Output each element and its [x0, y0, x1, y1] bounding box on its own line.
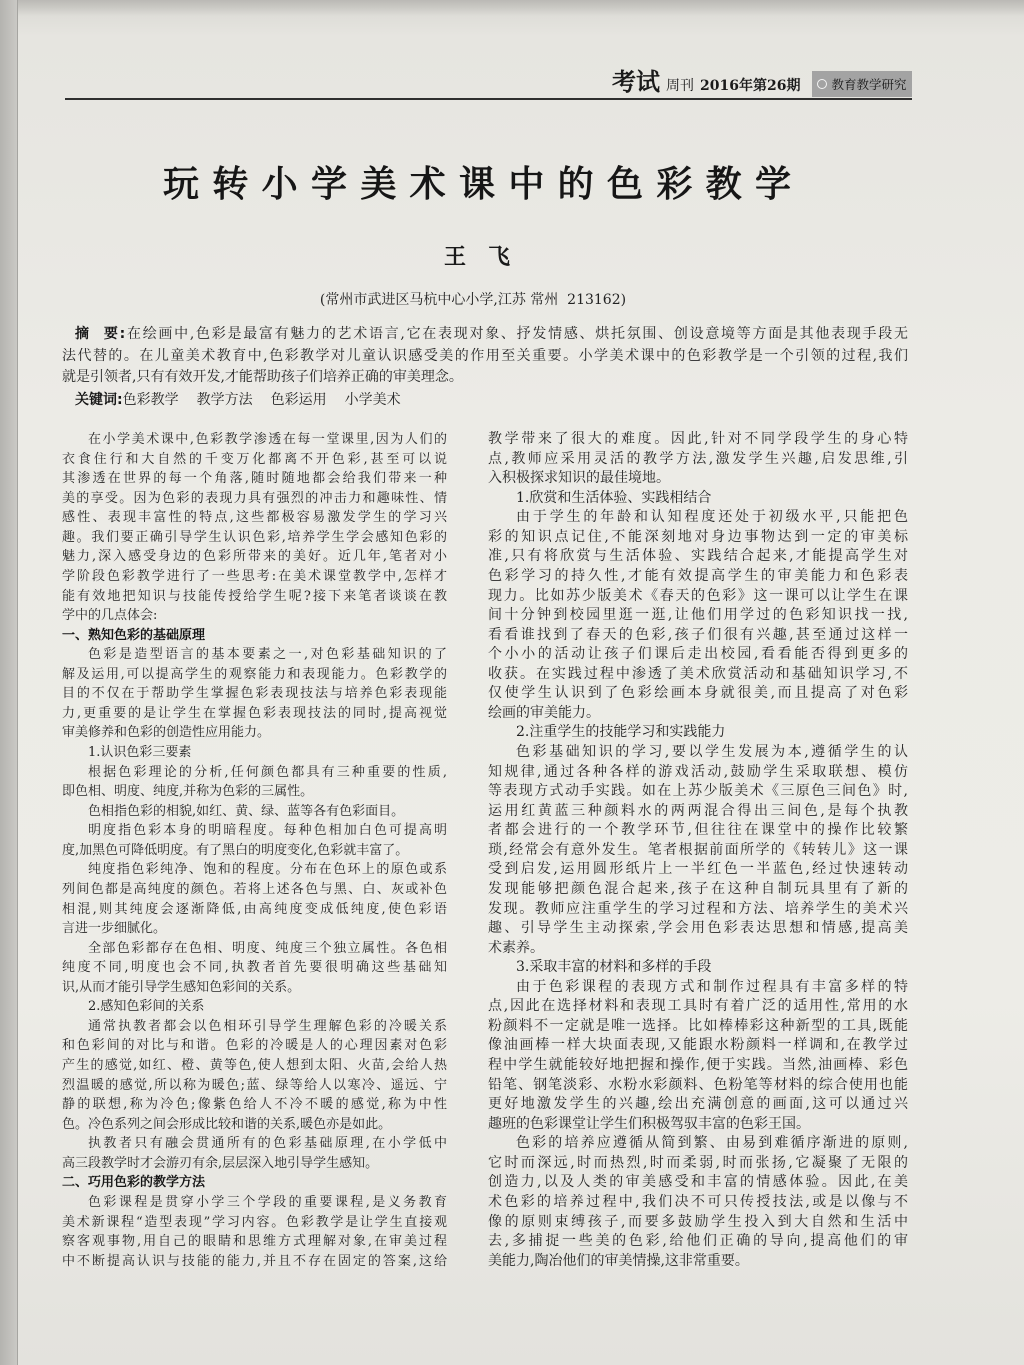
paragraph-line: 准,只有将欣赏与生活体验、实践结合起来,才能提高学生对: [488, 548, 908, 565]
subsection-heading: 1.欣赏和生活体验、实践相结合: [516, 489, 712, 506]
page-top-shadow: [18, 0, 1024, 16]
paragraph-line: 高三段教学时才会游刃有余,层层深入地引导学生感知。: [62, 1155, 379, 1171]
header-rule: [65, 98, 912, 100]
paragraph-line: 通常执教者都会以色相环引导学生理解色彩的冷暖关系: [88, 1018, 447, 1034]
paragraph: [488, 743, 908, 958]
paragraph: [62, 1193, 447, 1271]
paragraph-line: 创造力,以及人类的审美感受和丰富的情感体验。因此,在美: [488, 1174, 908, 1191]
paragraph-line: 产生的感觉,如红、橙、黄等色,使人想到太阳、火苗,会给人热: [62, 1058, 447, 1073]
paragraph: [62, 821, 447, 860]
paragraph-line: 度,加黑色可降低明度。有了黑白的明度变化,色彩就丰富了。: [62, 842, 409, 858]
keyword: 色彩教学: [122, 391, 179, 408]
paragraph-line: 更好地激发学生的兴趣,绘出充满创意的画面,这可以通过兴: [488, 1096, 908, 1113]
abstract-text: 在绘画中,色彩是最富有魅力的艺术语言,它在表现对象、抒发情感、烘托氛围、创设意境等方面是其他表现手段无: [125, 326, 908, 342]
keywords-label: 关键词:: [75, 391, 123, 408]
paragraph-line: 学中的几点体会:: [62, 608, 158, 624]
paragraph-line: 术素养。: [488, 939, 544, 956]
abstract-label: 摘 要:: [75, 326, 126, 342]
paragraph-line: 言进一步细腻化。: [62, 921, 167, 937]
paragraph-line: 在小学美术课中,色彩教学渗透在每一堂课里,因为人们的: [88, 432, 447, 447]
paragraph-line: 者都会进行的一个教学环节,但往往在课堂中的操作比较繁: [488, 822, 908, 839]
section-heading: 一、熟知色彩的基础原理: [62, 627, 206, 643]
paragraph-line: 它时而深远,时而热烈,时而柔弱,时而张扬,它凝聚了无限的: [488, 1154, 908, 1171]
paragraph-line: 像油画棒一样大块面表现,又能跟水粉颜料一样调和,在教学过: [488, 1037, 908, 1054]
paragraph-line: 铅笔、钢笔淡彩、水粉水彩颜料、色粉笔等材料的综合使用也能: [488, 1076, 908, 1093]
paragraph-line: 个小小的活动让孩子们课后走出校园,看看能否得到更多的: [488, 646, 908, 663]
paragraph-line: 即色相、明度、纯度,并称为色彩的三属性。: [62, 784, 314, 800]
author-name: 王 飞: [444, 245, 510, 270]
paragraph-line: 绘画的审美能力。: [488, 704, 600, 721]
paragraph-line: 衣食住行和大自然的千变万化都离不开色彩,甚至可以说: [62, 451, 447, 467]
paragraph-line: 像的原则束缚孩子,而要多鼓励学生投入到大自然和生活中: [488, 1213, 908, 1230]
paragraph-line: 识,从而才能引导学生感知色彩间的关系。: [62, 979, 301, 995]
journal-name: 考试: [612, 68, 660, 96]
right-column: [488, 430, 908, 1271]
paragraph-line: 点,因此在选择材料和表现工具时有着广泛的适用性,常用的水: [488, 998, 908, 1015]
keyword: 小学美术: [344, 391, 401, 408]
paragraph-line: 审美修养和色彩的创造性应用能力。: [62, 725, 271, 741]
paragraph-line: 色彩学习的持久性,才能有效提高学生的审美能力和色彩表: [488, 567, 908, 584]
paragraph-line: 和色彩间的对比与和谐。色彩的冷暖是人的心理因素对色彩: [62, 1038, 447, 1054]
paragraph: [62, 1134, 447, 1173]
paragraph-line: 彩的知识点记住,不能深刻地对身边事物达到一定的审美标: [488, 528, 908, 545]
paragraph-line: 力,更重要的是让学生在掌握色彩表现技法的同时,提高视觉: [62, 705, 447, 721]
abstract-line: 法代替的。在儿童美术教育中,色彩教学对儿童认识感受美的作用至关重要。小学美术课中的色彩教学是一个引领的过程,我们: [62, 347, 908, 364]
paragraph-line: 教学带来了很大的难度。因此,针对不同学段学生的身心特: [488, 431, 908, 447]
subsection-heading: 3.采取丰富的材料和多样的手段: [516, 959, 712, 976]
paragraph-line: 发现能够把颜色混合起来,孩子在这种自制玩具里有了新的: [488, 880, 908, 897]
paragraph-line: 点,教师应采用灵活的教学方法,激发学生兴趣,启发思维,引: [488, 450, 908, 467]
paragraph: [62, 802, 447, 822]
left-column: [62, 430, 447, 1271]
section-heading: 二、巧用色彩的教学方法: [62, 1175, 206, 1191]
paragraph-line: 仅使学生认识到了色彩绘画本身就很美,而且提高了对色彩: [488, 685, 908, 702]
paragraph-line: 等表现方式动手实践。如在上苏少版美术《三原色三间色》时,: [488, 783, 908, 800]
paragraph-line: 琐,经常会有意外发生。笔者根据前面所学的《转转儿》这一课: [488, 841, 908, 858]
issue-number: 2016年第26期: [700, 78, 801, 94]
paragraph-line: 根据色彩理论的分析,任何颜色都具有三种重要的性质,: [88, 764, 447, 780]
circle-icon: [817, 79, 827, 89]
abstract: [62, 324, 908, 411]
paragraph-line: 执教者只有融会贯通所有的色彩基础原理,在小学低中: [88, 1136, 447, 1152]
keyword: 教学方法: [196, 391, 253, 408]
paragraph-line: 知规律,通过各种各样的游戏活动,鼓励学生采取联想、模仿: [488, 763, 908, 780]
paragraph: [488, 430, 908, 489]
paragraph-line: 纯度指色彩纯净、饱和的程度。分布在色环上的原色或系: [88, 862, 447, 878]
paragraph: [488, 1134, 908, 1271]
abstract-line: [62, 324, 908, 346]
journal-type: 周刊: [666, 78, 694, 94]
subsection-heading: 2.注重学生的技能学习和实践能力: [516, 724, 726, 741]
paragraph-line: 目的不仅在于帮助学生掌握色彩表现技法与培养色彩表现能: [62, 686, 447, 702]
paragraph-line: 美术新课程“造型表现”学习内容。色彩教学是让学生直接观: [62, 1214, 447, 1230]
paragraph-line: 纯度不同,明度也会不同,执教者首先要很明确这些基础知: [62, 960, 447, 976]
abstract-line: 就是引领者,只有有效开发,才能帮助孩子们培养正确的审美理念。: [62, 369, 463, 385]
paragraph-line: 趣、引导学生主动探索,学会用色彩表达思想和情感,提高美: [488, 920, 908, 937]
paragraph-line: 色彩的培养应遵循从简到繁、由易到难循序渐进的原则,: [516, 1135, 908, 1152]
underlying-page-edge: [0, 0, 18, 1365]
paragraph-line: 烈温暖的感觉,所以称为暖色;蓝、绿等给人以寒冷、遥远、宁: [62, 1077, 447, 1093]
paragraph-line: 解及运用,可以提高学生的观察能力和表现能力。色彩教学的: [62, 666, 447, 682]
paragraph-line: 去,多捕捉一些美的色彩,给他们正确的导向,提高他们的审: [488, 1233, 908, 1250]
paragraph-line: 色彩基础知识的学习,要以学生发展为本,遵循学生的认: [516, 744, 908, 760]
paragraph: [62, 645, 447, 743]
paragraph-line: 由于学生的年龄和认知程度还处于初级水平,只能把色: [516, 509, 908, 526]
paragraph-line: 色相指色彩的相貌,如红、黄、绿、蓝等各有色彩面目。: [88, 803, 405, 819]
paragraph-line: 察客观事物,用自己的眼睛和思维方式理解对象,在审美过程: [62, 1234, 447, 1250]
keywords-line: [62, 389, 908, 411]
section-tag: [812, 71, 912, 97]
paragraph-line: 能有效地把知识与技能传授给学生呢?接下来笔者谈谈在教: [62, 588, 447, 604]
paragraph-line: 趣。我们要正确引导学生认识色彩,培养学生学会感知色彩的: [62, 529, 447, 545]
running-header: [612, 62, 800, 96]
paragraph-line: 全部色彩都存在色相、明度、纯度三个独立属性。各色相: [88, 940, 447, 956]
paragraph-line: 色彩课程是贯穿小学三个学段的重要课程,是义务教育: [88, 1194, 447, 1210]
section-name: 教育教学研究: [831, 77, 907, 92]
keyword: 色彩运用: [270, 391, 327, 408]
paragraph-line: 趣班的色彩课堂让学生们积极驾驭丰富的色彩王国。: [488, 1115, 810, 1132]
paragraph-line: 静的联想,称为冷色;像紫色给人不冷不暖的感觉,称为中性: [62, 1097, 447, 1113]
paragraph: [488, 508, 908, 723]
paragraph-line: 其渗透在世界的每一个角落,随时随地都会给我们带来一种: [62, 471, 447, 487]
paragraph-line: 魅力,深入感受身边的色彩所带来的美好。近几年,笔者对小: [62, 549, 447, 565]
paragraph: [62, 1017, 447, 1134]
paragraph-line: 美的享受。因为色彩的表现力具有强烈的冲击力和趣味性、情: [62, 490, 447, 506]
paragraph-line: 受到启发,运用圆形纸片上一半红色一半蓝色,经过快速转动: [488, 861, 908, 878]
subsection-heading: 1.认识色彩三要素: [88, 745, 192, 760]
paragraph-line: 发现。教师应注重学生的学习过程和方法、培养学生的美术兴: [488, 900, 908, 917]
paragraph-line: 美能力,陶冶他们的审美情操,这非常重要。: [488, 1252, 749, 1269]
paragraph: [62, 430, 447, 626]
subsection-heading: 2.感知色彩间的关系: [88, 999, 205, 1015]
paragraph: [62, 763, 447, 802]
paragraph-line: 入积极探求知识的最佳境地。: [488, 470, 670, 487]
paragraph-line: 运用红黄蓝三种颜料水的两两混合得出三间色,是每个执教: [488, 802, 908, 819]
paragraph-line: 术色彩的培养过程中,我们决不可只传授技法,或是以像与不: [488, 1193, 908, 1210]
paragraph-line: 程中学生就能较好地把握和操作,便于实践。当然,油画棒、彩色: [488, 1057, 908, 1073]
paragraph-line: 相混,则其纯度会逐渐降低,由高纯度变成低纯度,使色彩语: [62, 901, 447, 917]
paragraph-line: 间十分钟到校园里逛一逛,让他们用学过的色彩知识找一找,: [488, 607, 908, 624]
paragraph: [62, 939, 447, 998]
paragraph-line: 看看谁找到了春天的色彩,孩子们很有兴趣,甚至通过这样一: [488, 626, 908, 643]
paragraph-line: 明度指色彩本身的明暗程度。每种色相加白色可提高明: [88, 823, 447, 839]
paragraph-line: 色彩是造型语言的基本要素之一,对色彩基础知识的了: [88, 647, 447, 663]
paragraph: [62, 860, 447, 938]
paragraph-line: 色。冷色系列之间会形成比较和谐的关系,暖色亦是如此。: [62, 1116, 392, 1132]
paragraph-line: 中不断提高认识与技能的能力,并且不存在固定的答案,这给: [62, 1253, 447, 1269]
paragraph-line: 收获。在实践过程中渗透了美术欣赏活动和基础知识学习,不: [488, 665, 908, 682]
paragraph: [488, 978, 908, 1135]
paragraph-line: 列间色都是高纯度的颜色。若将上述各色与黑、白、灰或补色: [62, 881, 447, 897]
paragraph-line: 现力。比如苏少版美术《春天的色彩》这一课可以让学生在课: [488, 587, 908, 604]
paragraph-line: 粉颜料不一定就是唯一选择。比如棒棒彩这种新型的工具,既能: [488, 1017, 908, 1034]
paragraph-line: 学阶段色彩教学进行了一些思考:在美术课堂教学中,怎样才: [62, 568, 447, 584]
article-title: 玩转小学美术课中的色彩教学: [163, 164, 791, 205]
author-affiliation: (常州市武进区马杭中心小学,江苏 常州 213162): [319, 292, 627, 308]
paragraph-line: 感性、表现丰富性的特点,这些都极容易激发学生的学习兴: [62, 510, 447, 526]
paragraph-line: 由于色彩课程的表现方式和制作过程具有丰富多样的特: [516, 978, 908, 995]
